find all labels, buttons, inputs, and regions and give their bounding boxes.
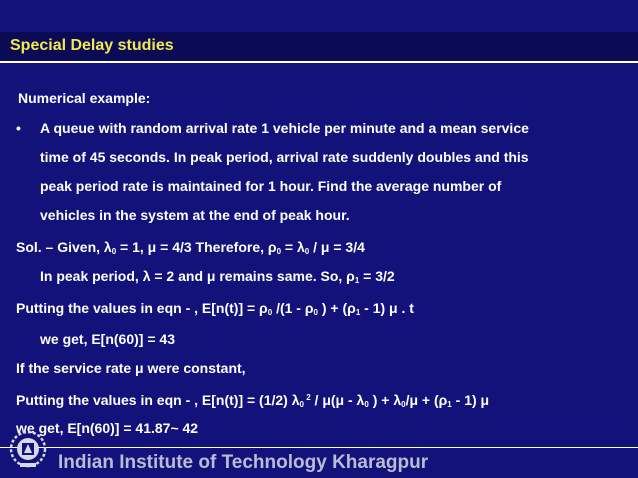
bullet-marker: • — [16, 120, 21, 136]
solution-line: Sol. – Given, $\lambda_0 = 1$, μ = 4/3 Therefore, $\rho_0 = \lambda_0 / \mu = 3/4$ — [16, 239, 365, 256]
para-line-2: time of 45 seconds. In peak period, arrival rate suddenly doubles and this — [40, 149, 529, 165]
heading: Numerical example: — [18, 90, 151, 106]
slide-title: Special Delay studies — [10, 37, 174, 54]
peak-period-line: In peak period, λ = 2 and μ remains same. So, $\rho_1 = 3/2$ — [40, 268, 395, 285]
institute-name: Indian Institute of Technology Kharagpur — [58, 452, 429, 473]
para-line-1: A queue with random arrival rate 1 vehicle per minute and a mean service — [40, 120, 529, 136]
equation-line-2: Putting the values in eqn - , E[n(t)] = (1/2) $\lambda_0$ $^2 / \mu(\mu - \lambda_0$ ) + $\lambda_0/\mu + (\rho_1 - 1)$ μ — [16, 392, 490, 409]
equation-line-1: Putting the values in eqn - , $E[n(t)] = \rho_0$ $/(1 - \rho_0$ ) + $(\rho_1 - 1)$ μ . t — [16, 300, 414, 317]
para-line-4: vehicles in the system at the end of peak hour. — [40, 207, 350, 223]
para-line-3: peak period rate is maintained for 1 hour. Find the average number of — [40, 178, 502, 194]
result-line-2: we get, E[n(60)] = 41.87~ 42 — [16, 420, 199, 436]
title-divider — [0, 61, 638, 63]
result-line-1: we get, E[n(60)] = 43 — [40, 331, 175, 347]
condition-line: If the service rate μ were constant, — [16, 360, 246, 376]
iit-logo-icon — [8, 427, 48, 471]
footer-divider — [0, 447, 638, 448]
